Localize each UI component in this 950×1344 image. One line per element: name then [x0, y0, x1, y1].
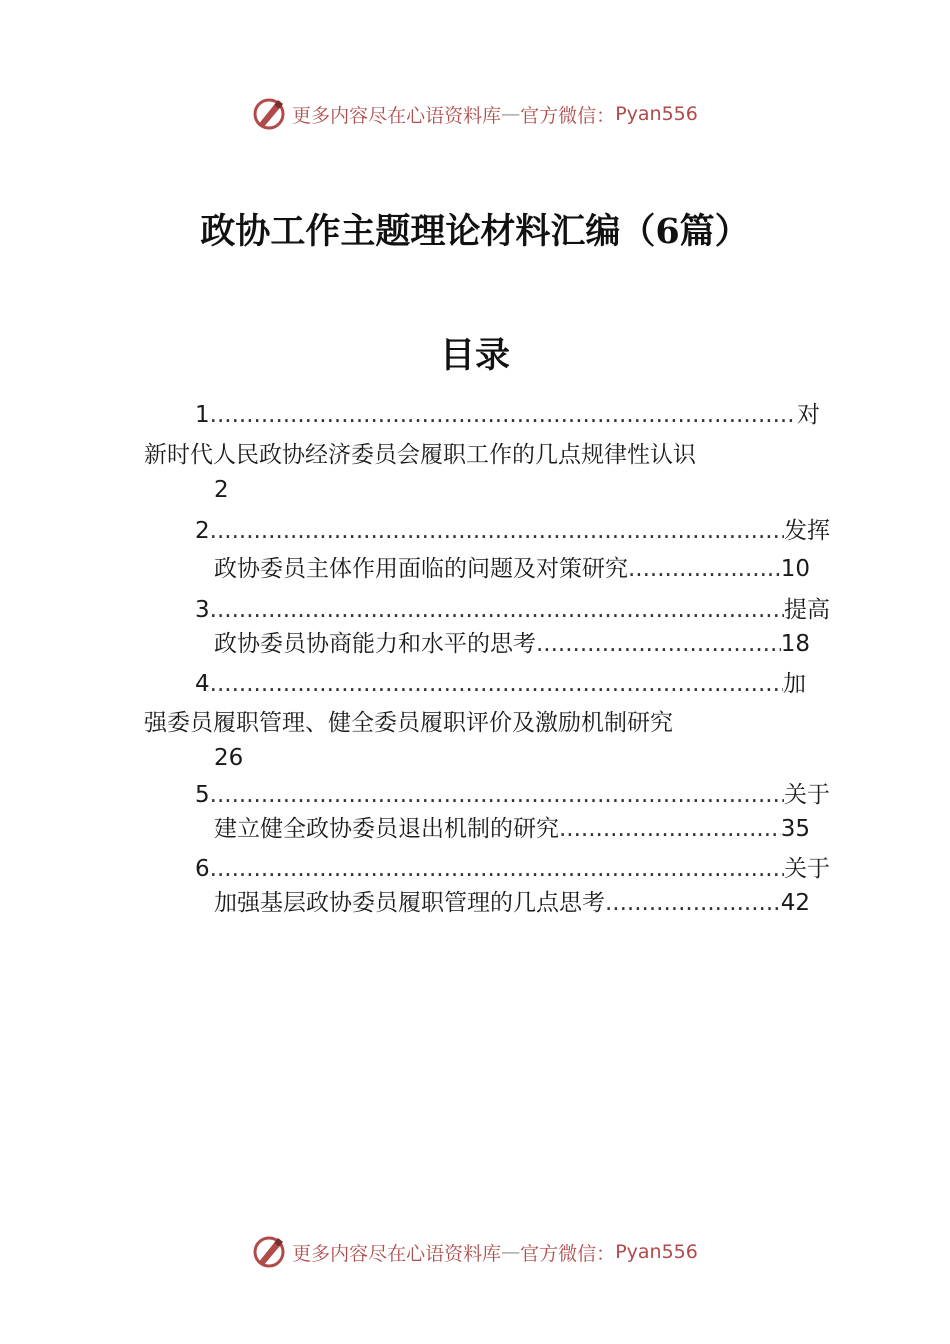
- banner-wechat-id: Pyan556: [615, 103, 698, 125]
- toc-leader-dots: [559, 814, 781, 844]
- toc-entry-head: 对: [797, 402, 820, 428]
- toc-entry-title: 加强基层政协委员履职管理的几点思考: [214, 890, 605, 916]
- toc-entry-head: 提高: [784, 597, 830, 623]
- banner-wechat-id: Pyan556: [615, 1241, 698, 1263]
- toc-entry-number: 2: [195, 518, 210, 544]
- pen-logo-icon: [252, 1235, 286, 1269]
- toc-entry-head: 发挥: [784, 518, 830, 544]
- toc-entry-1-title[interactable]: 新时代人民政协经济委员会履职工作的几点规律性认识: [144, 442, 696, 468]
- toc-leader-dots: [210, 669, 783, 699]
- toc-entry-4-page: 26: [214, 745, 244, 771]
- toc-entry-number: 5: [195, 782, 210, 808]
- banner-label: 官方微信：: [520, 1242, 616, 1265]
- toc-entry-3-line-2[interactable]: [214, 629, 810, 659]
- banner-separator: —: [501, 1241, 521, 1263]
- toc-entry-number: 4: [195, 671, 210, 697]
- toc-entry-number: 1: [195, 402, 210, 428]
- toc-leader-dots: [210, 516, 784, 546]
- toc-entry-1-line-1[interactable]: [195, 400, 820, 430]
- toc-entry-6-line-1[interactable]: [195, 854, 830, 884]
- toc-leader-dots: [605, 888, 781, 918]
- toc-entry-1-page: 2: [214, 477, 229, 503]
- toc-leader-dots: [210, 854, 784, 884]
- toc-entry-title: 政协委员协商能力和水平的思考: [214, 631, 536, 657]
- banner-label: 官方微信：: [520, 104, 616, 127]
- document-title: 政协工作主题理论材料汇编（6篇）: [200, 211, 750, 252]
- toc-leader-dots: [210, 595, 784, 625]
- toc-entry-5-line-1[interactable]: [195, 780, 830, 810]
- header-watermark-banner: [0, 94, 950, 134]
- toc-leader-dots: [210, 780, 784, 810]
- toc-entry-head: 加: [783, 671, 806, 697]
- toc-heading: 目录: [439, 335, 510, 376]
- banner-separator: —: [501, 103, 521, 125]
- banner-text: 更多内容尽在心语资料库: [292, 104, 502, 127]
- toc-entry-6-line-2[interactable]: [214, 888, 810, 918]
- toc-entry-4-title[interactable]: 强委员履职管理、健全委员履职评价及激励机制研究: [144, 710, 673, 736]
- toc-entry-page: 42: [780, 890, 810, 916]
- toc-entry-3-line-1[interactable]: [195, 595, 830, 625]
- pen-logo-icon: [252, 97, 286, 131]
- footer-watermark-banner: [0, 1232, 950, 1272]
- toc-entry-5-line-2[interactable]: [214, 814, 810, 844]
- toc-leader-dots: [210, 400, 797, 430]
- banner-text: 更多内容尽在心语资料库: [292, 1242, 502, 1265]
- toc-entry-2-line-2[interactable]: [214, 554, 810, 584]
- toc-entry-title: 政协委员主体作用面临的问题及对策研究: [214, 556, 628, 582]
- toc-entry-page: 10: [780, 556, 810, 582]
- toc-entry-2-line-1[interactable]: [195, 516, 830, 546]
- toc-entry-number: 6: [195, 856, 210, 882]
- toc-leader-dots: [628, 554, 781, 584]
- toc-entry-4-line-1[interactable]: [195, 669, 806, 699]
- toc-entry-head: 关于: [784, 856, 830, 882]
- toc-leader-dots: [536, 629, 781, 659]
- toc-entry-page: 18: [780, 631, 810, 657]
- toc-entry-title: 建立健全政协委员退出机制的研究: [214, 816, 559, 842]
- toc-entry-head: 关于: [784, 782, 830, 808]
- toc-entry-page: 35: [780, 816, 810, 842]
- toc-entry-number: 3: [195, 597, 210, 623]
